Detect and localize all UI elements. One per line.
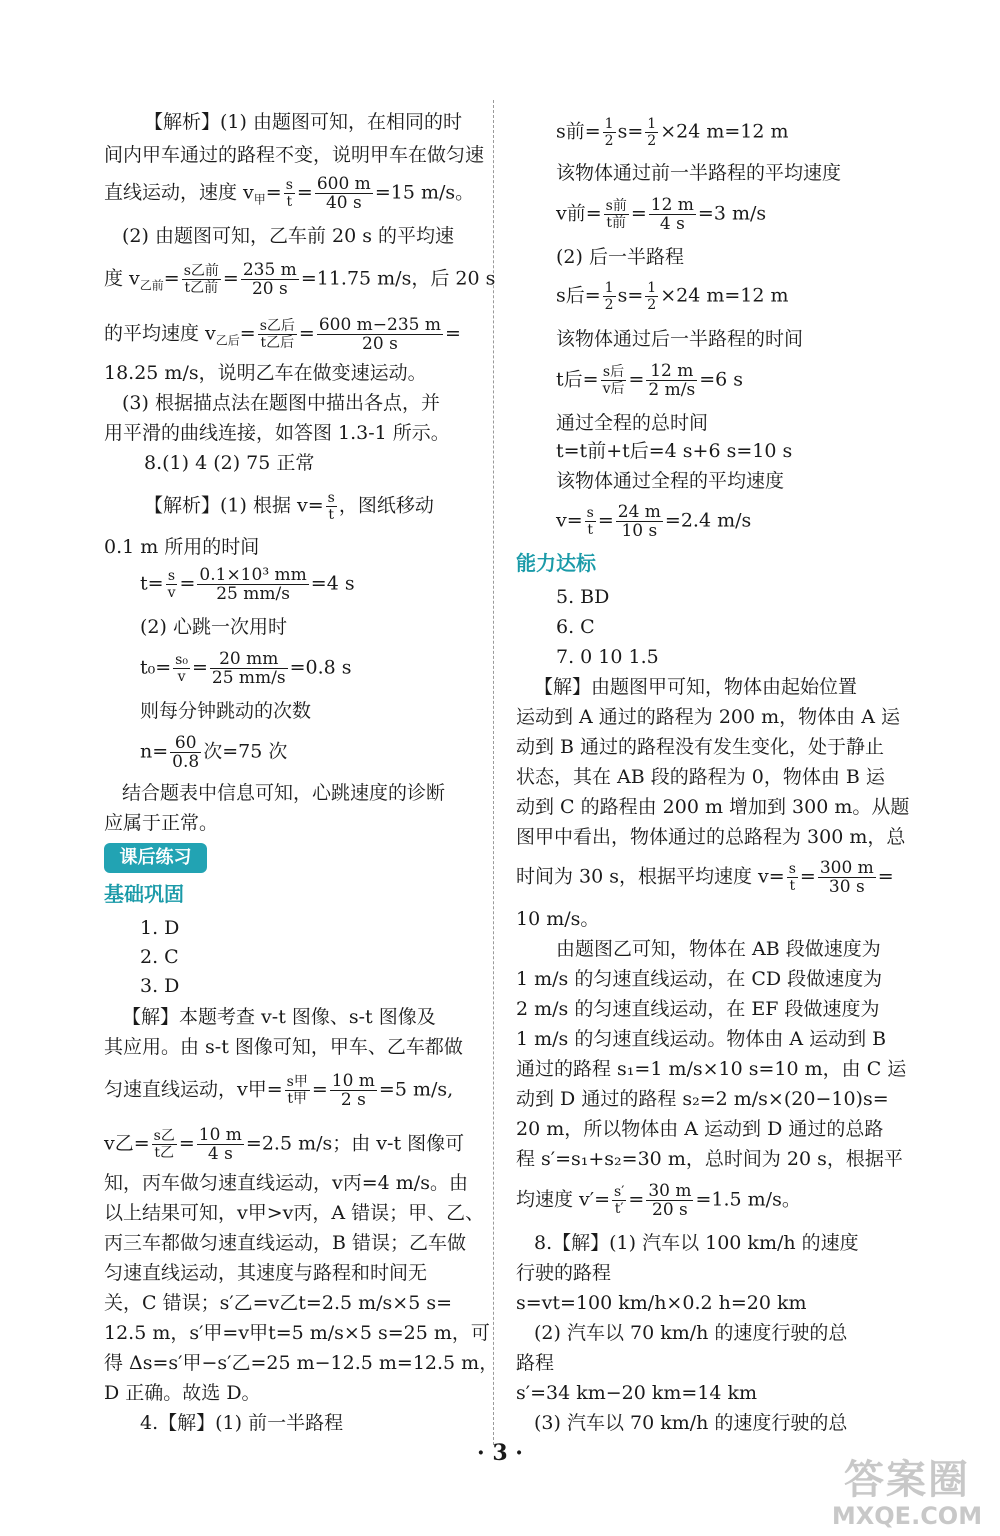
- formula-line: 均速度 v′= $\frac{s'}{t'}$ = $\frac{30 m}{20 s}$ =1.5 m/s。: [516, 1181, 801, 1220]
- answer-line: 3. D: [140, 975, 180, 997]
- text-line: 动到 B 通过的路程没有发生变化，处于静止: [516, 736, 885, 758]
- formula-line: s后= $\frac{1}{2}$ s= $\frac{1}{2}$ ×24 m=12 m: [556, 280, 789, 313]
- text-line: 以上结果可知，v甲>v丙，A 错误；甲、乙、: [104, 1202, 485, 1224]
- text-line: D 正确。故选 D。: [104, 1382, 261, 1404]
- text-line: 程 s′=s₁+s₂=30 m，总时间为 20 s，根据平: [516, 1148, 903, 1170]
- text-line: 2 m/s 的匀速直线运动，在 EF 段做速度为: [516, 998, 880, 1020]
- text-line: 间内甲车通过的路程不变，说明甲车在做匀速: [104, 144, 485, 166]
- text-line: 关，C 错误；s′乙=v乙t=2.5 m/s×5 s=: [104, 1292, 452, 1314]
- text-line: 丙三车都做匀速直线运动，B 错误；乙车做: [104, 1232, 467, 1254]
- text-line: 通过的路程 s₁=1 m/s×10 s=10 m，由 C 运: [516, 1058, 907, 1080]
- text-line: (2) 心跳一次用时: [140, 616, 287, 638]
- text-line: 12.5 m，s′甲=v甲t=5 m/s×5 s=25 m，可: [104, 1322, 490, 1344]
- answer-line: 8.(1) 4 (2) 75 正常: [144, 452, 315, 474]
- formula-line: 度 $v_{乙前}=$ s乙前 t乙前 = $\frac{235 m}{20 s}$ =11.75 m/s，后 20 s: [104, 260, 496, 299]
- text-line: 路程: [516, 1352, 555, 1374]
- text-line: 【解】由题图甲可知，物体由起始位置: [534, 676, 858, 698]
- text-line: 知，丙车做匀速直线运动，v丙=4 m/s。由: [104, 1172, 468, 1194]
- text-line: 行驶的路程: [516, 1262, 612, 1284]
- text-line: 【解析】(1) 由题图可知，在相同的时: [144, 111, 462, 133]
- text-line: 该物体通过前一半路程的平均速度: [556, 162, 842, 184]
- formula-line: 匀速直线运动，v甲= s甲 t甲 = $\frac{10 m}{2 s}$ =5 m/s,: [104, 1071, 454, 1110]
- section-badge: 课后练习: [104, 843, 207, 873]
- text-line: (3) 汽车以 70 km/h 的速度行驶的总: [534, 1412, 848, 1434]
- text-line: (3) 根据描点法在题图中描出各点，并: [122, 392, 440, 414]
- text-line: 图甲中看出，物体通过的总路程为 300 m，总: [516, 826, 906, 848]
- text-line: 运动到 A 通过的路程为 200 m，物体由 A 运: [516, 706, 900, 728]
- text-line: 由题图乙可知，物体在 AB 段做速度为: [556, 938, 881, 960]
- formula-line: s′=34 km−20 km=14 km: [516, 1382, 758, 1404]
- formula-line: t后= s后 v后 = $\frac{12 m}{2 m/s}$ =6 s: [556, 361, 744, 400]
- formula-line: v乙= s乙 t乙 = $\frac{10 m}{4 s}$ =2.5 m/s；由 v-t 图像可: [104, 1125, 465, 1164]
- text-line: 0.1 m 所用的时间: [104, 536, 260, 558]
- text-line: 8.【解】(1) 汽车以 100 km/h 的速度: [534, 1232, 859, 1254]
- text-line: 得 Δs=s′甲−s′乙=25 m−12.5 m=12.5 m，: [104, 1352, 499, 1374]
- text-line: 该物体通过全程的平均速度: [556, 470, 785, 492]
- text-line: 用平滑的曲线连接，如答图 1.3-1 所示。: [104, 422, 450, 444]
- page-number: · 3 ·: [477, 1440, 523, 1466]
- text-line: 应属于正常。: [104, 812, 219, 834]
- answer-line: 1. D: [140, 917, 180, 939]
- text-line: (2) 后一半路程: [556, 246, 684, 268]
- text-line: 动到 C 的路程由 200 m 增加到 300 m。从题: [516, 796, 910, 818]
- section-heading: 基础巩固: [104, 882, 184, 906]
- formula-line: n= $\frac{60}{0.8}$ 次=75 次: [140, 733, 288, 772]
- formula-line: t= $\frac{s}{v}$ = $\frac{\text{0.1×10³ mm}}{25 mm/s}$ =4 s: [140, 565, 355, 604]
- answer-line: 6. C: [556, 616, 595, 638]
- text-line: 1 m/s 的匀速直线运动，在 CD 段做速度为: [516, 968, 883, 990]
- formula-line: v= $\frac{s}{t}$ = $\frac{24 m}{10 s}$ =2.4 m/s: [556, 502, 752, 541]
- watermark-logo: 答案圈 MXQE.COM: [831, 1457, 983, 1530]
- formula-line: 时间为 30 s，根据平均速度 v= $\frac{s}{t}$ = $\frac{300 m}{30 s}$ =: [516, 858, 894, 897]
- text-line: 匀速直线运动，其速度与路程和时间无: [104, 1262, 428, 1284]
- text-line: 18.25 m/s，说明乙车在做变速运动。: [104, 362, 427, 384]
- text-line: 10 m/s。: [516, 908, 600, 930]
- text-line: 则每分钟跳动的次数: [140, 700, 312, 722]
- text-line: 动到 D 通过的路程 s₂=2 m/s×(20−10)s=: [516, 1088, 889, 1110]
- formula-line: s=vt=100 km/h×0.2 h=20 km: [516, 1292, 807, 1314]
- answer-line: 7. 0 10 1.5: [556, 646, 659, 668]
- text-line: 【解】本题考查 v-t 图像、s-t 图像及: [122, 1006, 436, 1028]
- answer-line: 5. BD: [556, 586, 610, 608]
- column-divider: [493, 100, 494, 1445]
- formula-line: t₀= $\frac{\text{s₀}}{v}$ = $\frac{20 mm}{25 mm/s}$ =0.8 s: [140, 649, 352, 688]
- formula-line: 的平均速度 $v_{乙后}=$ s乙后 t乙后 = $\frac{600 m-235 m}{20 s}$ =: [104, 315, 461, 354]
- text-line: 4.【解】(1) 前一半路程: [140, 1412, 344, 1434]
- text-line: 结合题表中信息可知，心跳速度的诊断: [122, 782, 446, 804]
- text-line: 20 m，所以物体由 A 运动到 D 通过的总路: [516, 1118, 884, 1140]
- text-line: 状态，其在 AB 段的路程为 0，物体由 B 运: [516, 766, 885, 788]
- text-line: (2) 由题图可知，乙车前 20 s 的平均速: [122, 225, 454, 247]
- section-heading: 能力达标: [516, 551, 596, 575]
- formula-line: s前= $\frac{1}{2}$ s= $\frac{1}{2}$ ×24 m=12 m: [556, 116, 789, 149]
- formula-line: v前= s前 t前 = $\frac{12 m}{4 s}$ =3 m/s: [556, 195, 767, 234]
- text-line: (2) 汽车以 70 km/h 的速度行驶的总: [534, 1322, 848, 1344]
- text-line: 其应用。由 s-t 图像可知，甲车、乙车都做: [104, 1036, 463, 1058]
- text-line: 该物体通过后一半路程的时间: [556, 328, 804, 350]
- answer-line: 2. C: [140, 946, 179, 968]
- formula-line: 直线运动，速度 $v_甲=$ $\frac{s}{t}$ = $\frac{600 m}{40 s}$ =15 m/s。: [104, 174, 475, 213]
- formula-line: t=t前+t后=4 s+6 s=10 s: [556, 440, 793, 462]
- text-line: 通过全程的总时间: [556, 412, 709, 434]
- formula-line: 【解析】(1) 根据 v= $\frac{s}{t}$ ，图纸移动: [144, 490, 434, 523]
- text-line: 1 m/s 的匀速直线运动。物体由 A 运动到 B: [516, 1028, 887, 1050]
